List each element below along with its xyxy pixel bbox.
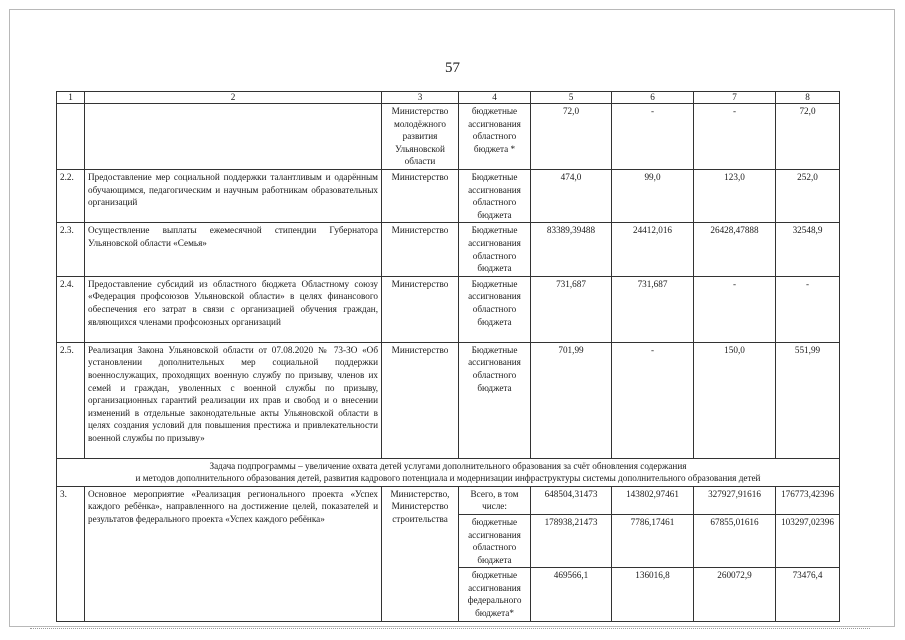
measure-name: Предоставление мер социальной поддержки талантливым и одарённым обучающимся, педагогическим и научным работникам образовательных организаций (85, 169, 382, 222)
budget-table (56, 91, 840, 622)
page-number: 57 (445, 60, 460, 76)
table-row (57, 169, 840, 222)
table-row (57, 223, 840, 276)
header-cell: 7 (694, 92, 776, 104)
value-col8: 72,0 (776, 104, 840, 170)
funding-source: Бюджетные ассигнования областного бюджета (459, 342, 531, 458)
value-col7: 67855,01616 (694, 514, 776, 567)
row-number: 2.5. (57, 342, 85, 458)
value-col6: 731,687 (612, 276, 694, 342)
value-col5: 731,687 (531, 276, 612, 342)
value-col5: 648504,31473 (531, 486, 612, 514)
measure-name: Основное мероприятие «Реализация регионального проекта «Успех каждого ребёнка», направленного на достижение целей, показателей и результатов федерального проекта «Успех каждого ребёнка» (85, 486, 382, 621)
funding-source: Всего, в том числе: (459, 486, 531, 514)
subprogram-task (57, 458, 840, 486)
value-col6: - (612, 342, 694, 458)
header-cell: 3 (382, 92, 459, 104)
value-col7: 150,0 (694, 342, 776, 458)
funding-source: бюджетные ассигнования областного бюджета * (459, 104, 531, 170)
value-col7: 26428,47888 (694, 223, 776, 276)
header-cell: 6 (612, 92, 694, 104)
executor: Министерство молодёжного развития Ульяновской области (382, 104, 459, 170)
measure-name: Реализация Закона Ульяновской области от 07.08.2020 № 73-ЗО «Об установлении дополнительных мер социальной поддержки военнослужащих, проходящих военную службу по призыву, членов их семей и граждан, уволенных с военной службы по призыву, организационных гарантий реализации их прав и свобод и о внесении изменений в отдельные законодательные акты Ульяновской области в целях создания условий для повышения престижа и привлекательности военной службы по призыву» (85, 342, 382, 458)
value-col5: 474,0 (531, 169, 612, 222)
executor: Министерство (382, 169, 459, 222)
executor: Министерство (382, 223, 459, 276)
section-row (57, 458, 840, 486)
header-cell: 4 (459, 92, 531, 104)
value-col5: 469566,1 (531, 568, 612, 621)
value-col8: 252,0 (776, 169, 840, 222)
value-col5: 178938,21473 (531, 514, 612, 567)
value-col6: 99,0 (612, 169, 694, 222)
value-col5: 83389,39488 (531, 223, 612, 276)
value-col5: 72,0 (531, 104, 612, 170)
executor: Министерство (382, 276, 459, 342)
value-col7: 123,0 (694, 169, 776, 222)
value-col6: 24412,016 (612, 223, 694, 276)
funding-source: бюджетные ассигнования областного бюджета (459, 514, 531, 567)
row-number: 3. (57, 486, 85, 621)
value-col5: 701,99 (531, 342, 612, 458)
value-col7: 327927,91616 (694, 486, 776, 514)
value-col8: 73476,4 (776, 568, 840, 621)
row-number: 2.3. (57, 223, 85, 276)
value-col8: 103297,02396 (776, 514, 840, 567)
value-col7: - (694, 104, 776, 170)
value-col7: 260072,9 (694, 568, 776, 621)
value-col8: 32548,9 (776, 223, 840, 276)
funding-source: Бюджетные ассигнования областного бюджета (459, 169, 531, 222)
table-row (57, 104, 840, 170)
value-col8: 551,99 (776, 342, 840, 458)
header-cell: 8 (776, 92, 840, 104)
funding-source: бюджетные ассигнования федерального бюджета* (459, 568, 531, 621)
row-number: 2.2. (57, 169, 85, 222)
executor: Министерство, Министерство строительства (382, 486, 459, 621)
measure-name: Предоставление субсидий из областного бюджета Областному союзу «Федерация профсоюзов Ульяновской области» в целях финансового обеспечения его затрат в связи с организацией обучения граждан, являющихся членами профсоюзных организаций (85, 276, 382, 342)
row-number: 2.4. (57, 276, 85, 342)
measure-name: Осуществление выплаты ежемесячной стипендии Губернатора Ульяновской области «Семья» (85, 223, 382, 276)
value-col6: - (612, 104, 694, 170)
header-cell: 2 (85, 92, 382, 104)
executor: Министерство (382, 342, 459, 458)
value-col8: - (776, 276, 840, 342)
value-col7: - (694, 276, 776, 342)
subprogram-task-line2: и методов дополнительного образования детей, развития кадрового потенциала и модернизации инфраструктуры системы дополнительного образования детей (135, 473, 761, 484)
subprogram-task-line1: Задача подпрограммы – увеличение охвата детей услугами дополнительного образования за счёт обновления содержания (209, 460, 687, 471)
table-row (57, 486, 840, 514)
header-cell: 1 (57, 92, 85, 104)
table-row (57, 276, 840, 342)
value-col6: 7786,17461 (612, 514, 694, 567)
measure-name (85, 104, 382, 170)
funding-source: Бюджетные ассигнования областного бюджета (459, 223, 531, 276)
scan-edge-artifact (30, 628, 870, 631)
value-col6: 143802,97461 (612, 486, 694, 514)
funding-source: Бюджетные ассигнования областного бюджета (459, 276, 531, 342)
table-header-row (57, 92, 840, 104)
value-col8: 176773,42396 (776, 486, 840, 514)
table-row (57, 342, 840, 458)
header-cell: 5 (531, 92, 612, 104)
row-number (57, 104, 85, 170)
value-col6: 136016,8 (612, 568, 694, 621)
